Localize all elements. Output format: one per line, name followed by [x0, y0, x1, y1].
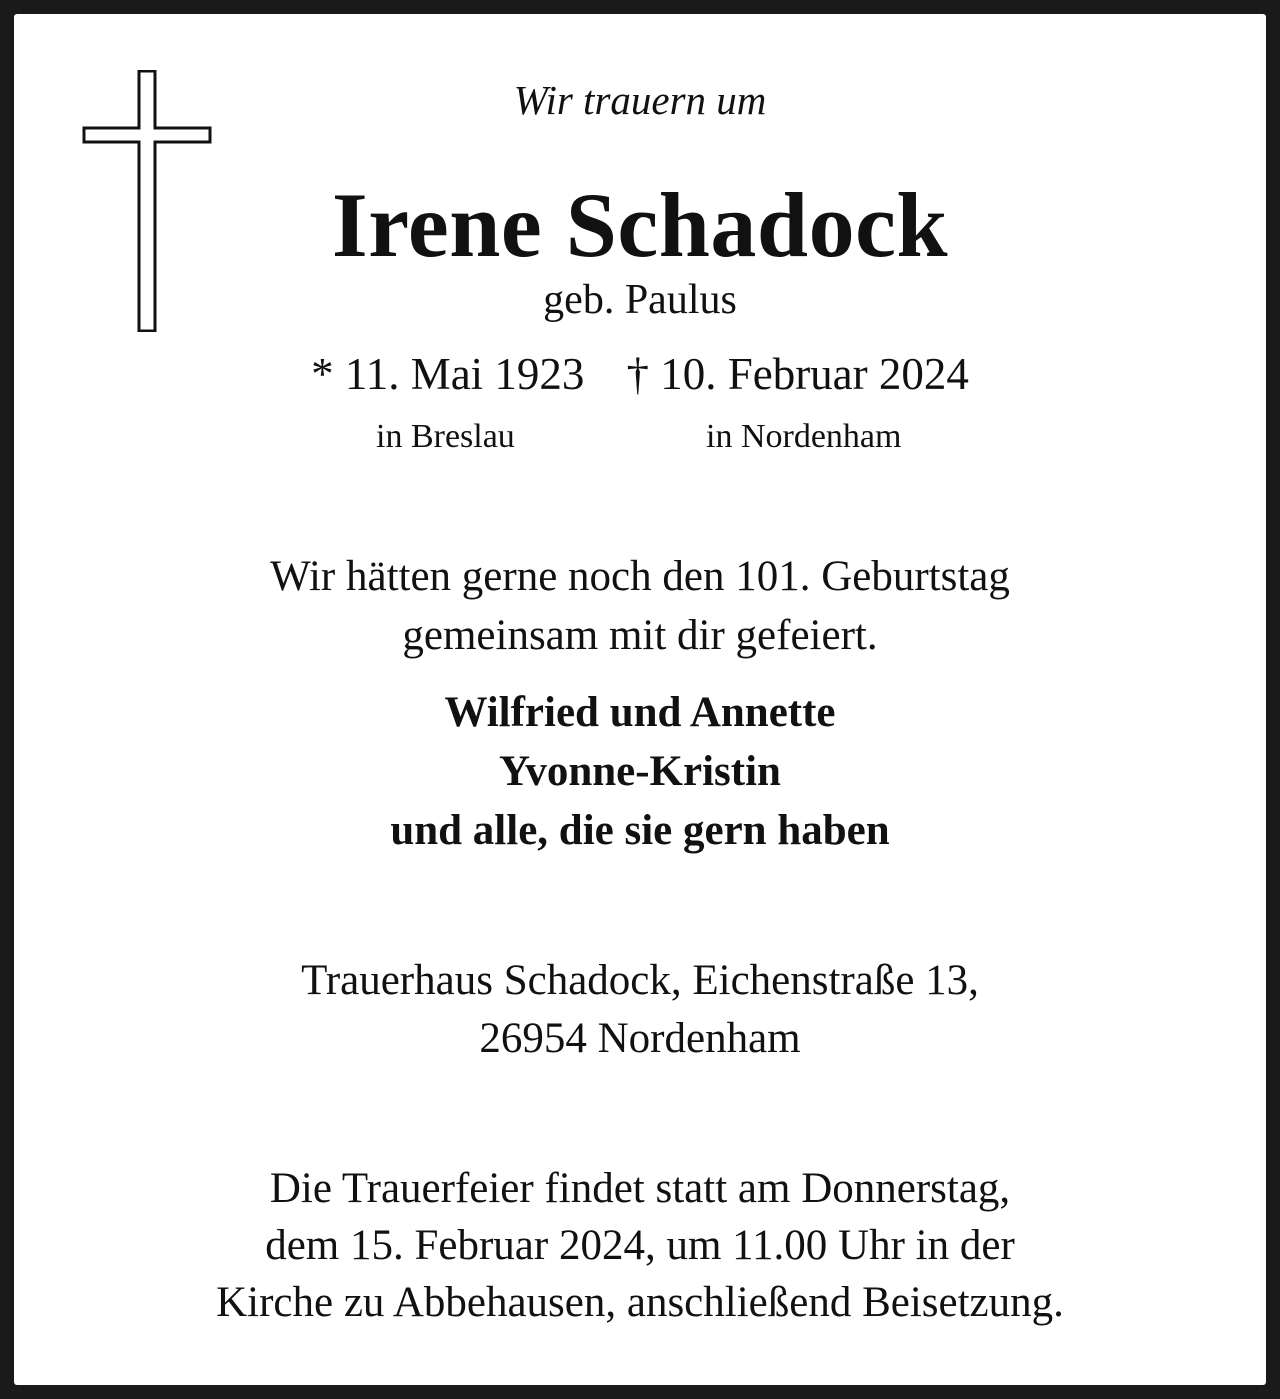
mourner-line: und alle, die sie gern haben — [390, 807, 890, 854]
message-line: Wir hätten gerne noch den 101. Geburtstag — [270, 553, 1010, 600]
deceased-name: Irene Schadock — [331, 174, 949, 276]
message-line: gemeinsam mit dir gefeiert. — [402, 612, 878, 659]
funeral-info-line: Kirche zu Abbehausen, anschließend Beisetzung. — [216, 1279, 1064, 1326]
obituary-notice — [14, 14, 1266, 1385]
death-place: in Nordenham — [706, 418, 902, 455]
intro-text: Wir trauern um — [513, 77, 767, 123]
birth-place: in Breslau — [376, 418, 515, 455]
mourner-line: Yvonne-Kristin — [499, 748, 781, 795]
funeral-info-line: dem 15. Februar 2024, um 11.00 Uhr in der — [265, 1222, 1015, 1269]
funeral-info-line: Die Trauerfeier findet statt am Donnerstag, — [269, 1165, 1011, 1212]
life-dates — [14, 348, 1266, 400]
maiden-name: geb. Paulus — [543, 277, 737, 323]
address-line: 26954 Nordenham — [479, 1015, 801, 1062]
address-line: Trauerhaus Schadock, Eichenstraße 13, — [301, 957, 979, 1004]
birth-date: * 11. Mai 1923 — [311, 349, 585, 399]
mourner-line: Wilfried und Annette — [444, 689, 836, 736]
death-date: † 10. Februar 2024 — [626, 349, 969, 399]
